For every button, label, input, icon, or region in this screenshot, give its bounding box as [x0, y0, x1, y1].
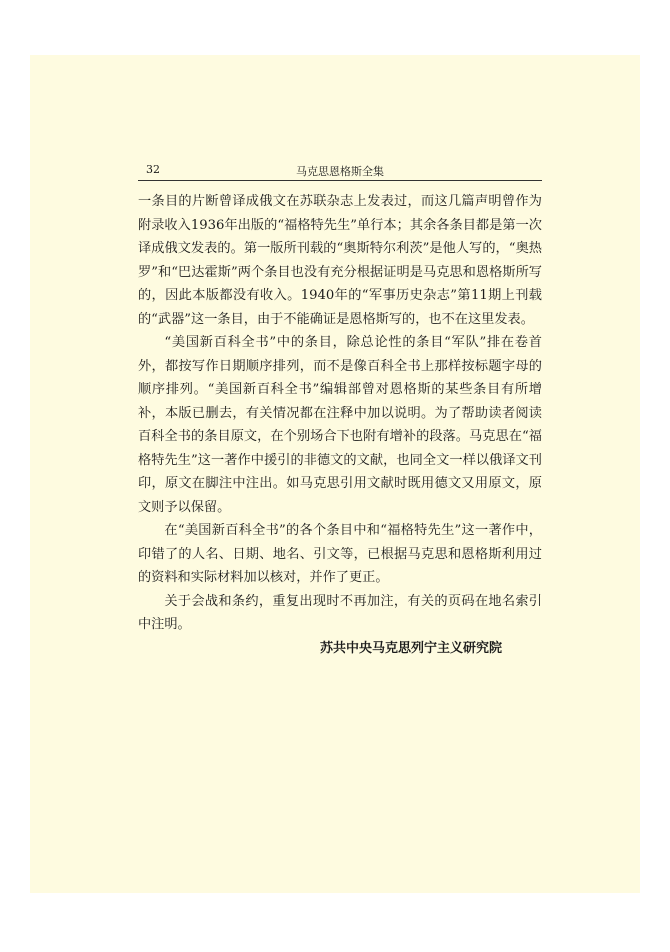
running-title: 马克思恩格斯全集: [296, 165, 384, 178]
paragraph-encyclopedia-order: “美国新百科全书”中的条目，除总论性的条目“军队”排在卷首外，都按写作日期顺序排列，而不是像百科全书上那样按标题字母的顺序排列。“美国新百科全书”编辑部曾对恩格斯的某些条目有所增补，本版已删去，有关情况都在注释中加以说明。为了帮助读者阅读百科全书的条目原文，在个别场合下也附有增补的段落。马克思在“福格特先生”这一著作中援引的非德文的文献，也同全文一样以俄译文刊印，原文在脚注中注出。如马克思引用文献时既用德文又用原文，原文则予以保留。: [138, 335, 542, 515]
body-text: [138, 190, 542, 660]
paragraph-continued: 一条目的片断曾译成俄文在苏联杂志上发表过，而这几篇声明曾作为附录收入1936年出版的“福格特先生”单行本；其余各条目都是第一次译成俄文发表的。第一版所刊载的“奥斯特尔利茨”是他人写的，“奥热罗”和“巴达霍斯”两个条目也没有充分根据证明是马克思和恩格斯所写的，因此本版都没有收入。1940年的“军事历史杂志”第11期上刊载的“武器”这一条目，由于不能确证是恩格斯写的，也不在这里发表。: [138, 194, 542, 327]
page-header: [138, 160, 542, 181]
page-number: 32: [146, 163, 160, 176]
paragraph-corrections: 在“美国新百科全书”的各个条目中和“福格特先生”这一著作中，印错了的人名、日期、地名、引文等，已根据马克思和恩格斯利用过的资料和实际材料加以核对，并作了更正。: [138, 523, 542, 585]
paragraph-index-note: 关于会战和条约，重复出现时不再加注，有关的页码在地名索引中注明。: [138, 593, 542, 632]
institute-signature: 苏共中央马克思列宁主义研究院: [319, 640, 502, 656]
